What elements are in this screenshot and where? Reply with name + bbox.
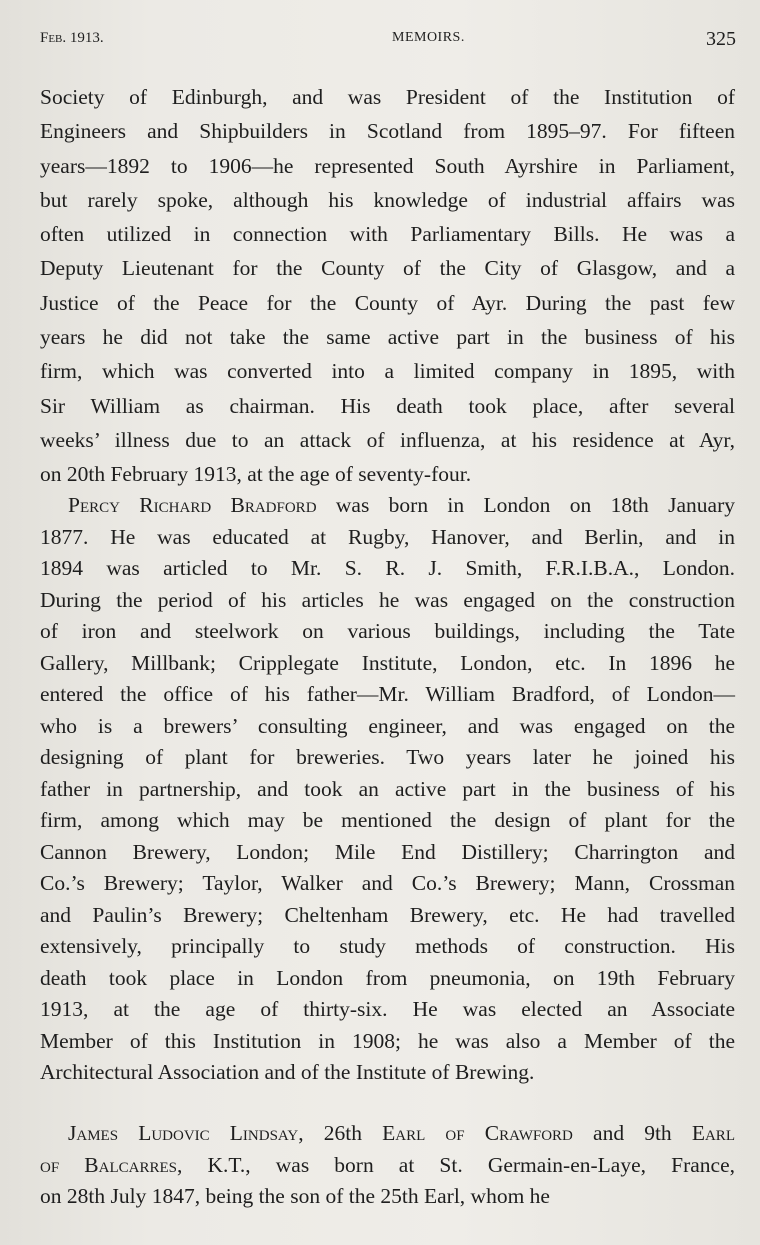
text-line bbox=[40, 80, 735, 114]
name-small-caps: Percy Richard Bradford bbox=[68, 493, 317, 517]
text-line bbox=[40, 963, 735, 995]
text-segment: Justice of the Peace for the County of Ayr. During the past few bbox=[40, 290, 735, 315]
text-line bbox=[40, 522, 735, 554]
text-segment: often utilized in connection with Parliamentary Bills. He was a bbox=[40, 222, 735, 247]
text-segment: was born in London on 18th January bbox=[316, 493, 735, 517]
text-line bbox=[40, 931, 735, 963]
memoir-paragraph-lindsay bbox=[40, 1118, 735, 1213]
text-line bbox=[40, 354, 735, 388]
text-segment: father in partnership, and took an active part in the business of his bbox=[40, 776, 735, 801]
page-number: 325 bbox=[706, 28, 736, 50]
text-segment: Cannon Brewery, London; Mile End Distillery; Charrington and bbox=[40, 839, 735, 864]
text-segment: years—1892 to 1906—he represented South Ayrshire in Parliament, bbox=[40, 153, 735, 178]
text-line bbox=[40, 389, 735, 423]
text-line bbox=[40, 320, 735, 354]
text-segment: of iron and steelwork on various buildings, including the Tate bbox=[40, 619, 735, 643]
text-line bbox=[40, 994, 735, 1026]
text-segment: Gallery, Millbank; Cripplegate Institute, London, etc. In 1896 he bbox=[40, 650, 735, 675]
text-segment: designing of plant for breweries. Two years later he joined his bbox=[40, 745, 735, 769]
text-line bbox=[40, 616, 735, 648]
text-segment: on 28th July 1847, being the son of the 25th Earl, whom he bbox=[40, 1184, 550, 1208]
text-line bbox=[40, 1181, 735, 1213]
running-header bbox=[40, 30, 736, 54]
text-line bbox=[40, 679, 735, 711]
text-segment: Co.’s Brewery; Taylor, Walker and Co.’s Brewery; Mann, Crossman bbox=[40, 871, 735, 895]
text-line bbox=[40, 711, 735, 743]
text-segment: During the period of his articles he was engaged on the construction bbox=[40, 587, 735, 612]
text-segment: , 26th bbox=[298, 1121, 383, 1145]
text-line bbox=[40, 114, 735, 148]
text-line bbox=[40, 1026, 735, 1058]
text-line bbox=[40, 217, 735, 251]
text-segment: Sir William as chairman. His death took place, after several bbox=[40, 393, 735, 418]
text-line bbox=[40, 490, 735, 522]
text-line bbox=[40, 837, 735, 869]
text-segment: 1894 was articled to Mr. S. R. J. Smith, F.R.I.B.A., London. bbox=[40, 556, 735, 580]
text-segment: and Paulin’s Brewery; Cheltenham Brewery, etc. He had travelled bbox=[40, 902, 735, 927]
text-segment: Engineers and Shipbuilders in Scotland from 1895–97. For fifteen bbox=[40, 119, 735, 144]
text-segment: firm, among which may be mentioned the design of plant for the bbox=[40, 808, 735, 832]
text-line bbox=[40, 1118, 735, 1150]
text-line bbox=[40, 423, 735, 457]
memoir-paragraph-continuation bbox=[40, 80, 735, 492]
text-line bbox=[40, 1057, 735, 1089]
text-line bbox=[40, 805, 735, 837]
header-date: Feb. 1913. bbox=[40, 30, 104, 46]
text-segment: years he did not take the same active part in the business of his bbox=[40, 325, 735, 350]
name-small-caps: Earl bbox=[691, 1121, 735, 1145]
text-segment: death took place in London from pneumonia, on 19th February bbox=[40, 965, 735, 990]
text-line bbox=[40, 742, 735, 774]
text-segment: who is a brewers’ consulting engineer, and was engaged on the bbox=[40, 713, 735, 738]
memoir-paragraph-bradford bbox=[40, 490, 735, 1089]
text-line bbox=[40, 149, 735, 183]
text-line bbox=[40, 868, 735, 900]
text-line bbox=[40, 774, 735, 806]
text-line bbox=[40, 1150, 735, 1182]
name-small-caps: of Balcarres bbox=[40, 1152, 177, 1177]
text-line bbox=[40, 183, 735, 217]
text-segment: but rarely spoke, although his knowledge of industrial affairs was bbox=[40, 187, 735, 212]
text-segment: Deputy Lieutenant for the County of the City of Glasgow, and a bbox=[40, 256, 735, 281]
text-segment: Society of Edinburgh, and was President of the Institution of bbox=[40, 85, 735, 109]
name-small-caps: James Ludovic Lindsay bbox=[68, 1121, 299, 1145]
text-segment: weeks’ illness due to an attack of influenza, at his residence at Ayr, bbox=[40, 427, 735, 452]
header-section-title: MEMOIRS. bbox=[392, 30, 465, 45]
text-segment: Member of this Institution in 1908; he was also a Member of the bbox=[40, 1028, 735, 1053]
text-segment: and 9th bbox=[572, 1121, 692, 1145]
text-segment: 1877. He was educated at Rugby, Hanover, and Berlin, and in bbox=[40, 524, 735, 549]
text-line bbox=[40, 553, 735, 585]
text-line bbox=[40, 457, 735, 491]
text-line bbox=[40, 648, 735, 680]
text-line bbox=[40, 585, 735, 617]
name-small-caps: Earl of Crawford bbox=[382, 1121, 573, 1145]
text-segment: 1913, at the age of thirty-six. He was elected an Associate bbox=[40, 997, 735, 1021]
text-segment: , K.T., was born at St. Germain-en-Laye, France, bbox=[176, 1152, 735, 1177]
text-segment: entered the office of his father—Mr. William Bradford, of London— bbox=[40, 682, 735, 706]
text-segment: Architectural Association and of the Institute of Brewing. bbox=[40, 1060, 535, 1084]
text-line bbox=[40, 286, 735, 320]
text-segment: extensively, principally to study methods of construction. His bbox=[40, 934, 735, 958]
text-line bbox=[40, 900, 735, 932]
text-segment: on 20th February 1913, at the age of seventy-four. bbox=[40, 462, 472, 487]
text-line bbox=[40, 251, 735, 285]
text-segment: firm, which was converted into a limited company in 1895, with bbox=[40, 359, 735, 384]
